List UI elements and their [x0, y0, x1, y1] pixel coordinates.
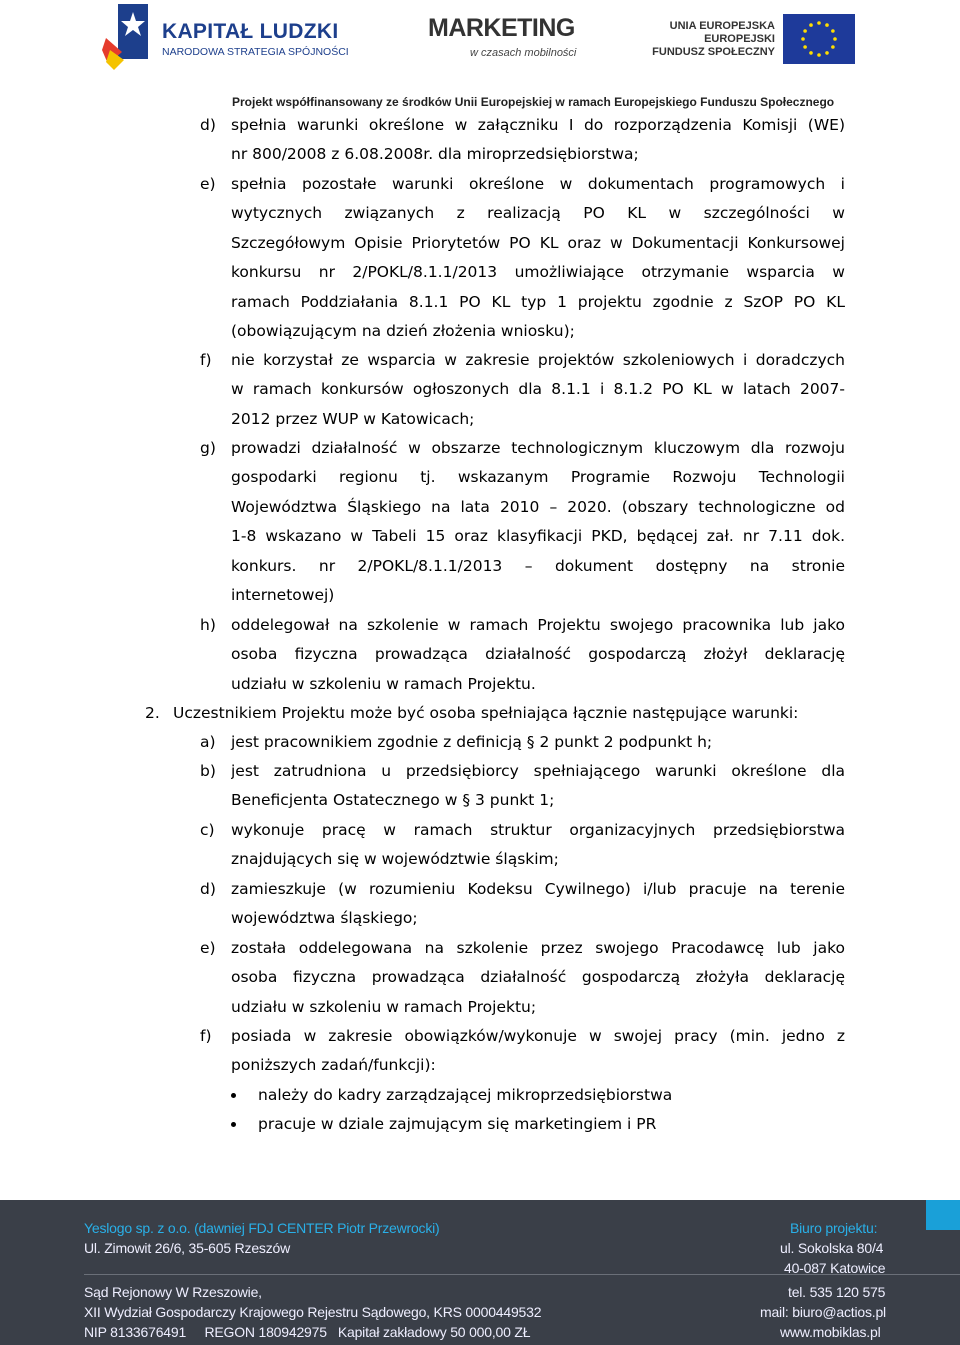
eu-star	[817, 21, 821, 25]
text-line: konkursu nr 2/POKL/8.1.1/2013 umożliwiające otrzymanie wsparcia w	[231, 263, 845, 282]
text-line: 2012 przez WUP w Katowicach;	[231, 409, 475, 428]
footer-office-city: 40-087 Katowice	[784, 1260, 886, 1276]
footer-ids: NIP 8133676491 REGON 180942975 Kapitał zakładowy 50 000,00 ZŁ	[84, 1324, 531, 1340]
text-line: 1-8 wskazano w Tabeli 15 oraz klasyfikacji PKD, będącej zał. nr 7.11 dok.	[231, 527, 845, 546]
text-line: w ramach konkursów ogłoszonych dla 8.1.1 i 8.1.2 PO KL w latach 2007-	[231, 380, 845, 399]
text-line: Beneficjenta Ostatecznego w § 3 punkt 1;	[231, 791, 555, 810]
marketing-subtitle: w czasach mobilności	[470, 47, 577, 59]
item-marker: 2.	[145, 704, 160, 722]
eu-star	[817, 53, 821, 57]
item-marker: e)	[200, 175, 216, 193]
text-line: wytycznych związanych z realizacją PO KL w szczególności w	[231, 204, 845, 223]
eu-star	[801, 37, 805, 41]
text-line: spełnia warunki określone w załączniku I do rozporządzenia Komisji (WE)	[231, 116, 845, 134]
footer-company: Yeslogo sp. z o.o. (dawniej FDJ CENTER Piotr Przewrocki)	[84, 1220, 440, 1236]
text-line: spełnia pozostałe warunki określone w dokumentach programowych i	[231, 175, 845, 193]
text-line: prowadzi działalność w obszarze technologicznym kluczowym dla rozwoju	[231, 439, 845, 457]
bullet-item: należy do kadry zarządzającej mikroprzedsiębiorstwa	[258, 1086, 673, 1104]
eu-line-1: UNIA EUROPEJSKA	[669, 20, 775, 32]
text-line: ramach Poddziałania 8.1.1 PO KL typ 1 projektu zgodnie z SzOP PO KL	[231, 292, 845, 311]
bullet-icon	[231, 1122, 236, 1127]
text-line: posiada w zakresie obowiązków/wykonuje w swojej pracy (min. jedno z	[231, 1027, 845, 1045]
text-line: konkurs. nr 2/POKL/8.1.1/2013 – dokument dostępny na stronie	[231, 556, 845, 575]
kapital-ludzki-star-icon	[100, 2, 160, 72]
item-marker: g)	[200, 439, 216, 457]
footer-office-mail[interactable]: mail: biuro@actios.pl	[760, 1304, 886, 1320]
text-line: gospodarki regionu tj. wskazanym Programie Rozwoju Technologii	[231, 468, 845, 487]
eu-star	[825, 51, 829, 55]
text-line: internetowej)	[231, 586, 335, 605]
footer-court-1: Sąd Rejonowy W Rzeszowie,	[84, 1284, 262, 1300]
text-line: poniższych zadań/funkcji):	[231, 1056, 436, 1075]
item-marker: e)	[200, 939, 216, 957]
eu-logo	[652, 14, 855, 74]
eu-star	[831, 45, 835, 49]
footer-office-title: Biuro projektu:	[790, 1220, 878, 1236]
bullet-item: pracuje w dziale zajmującym się marketingiem i PR	[258, 1115, 657, 1134]
footer-court-2: XII Wydział Gospodarczy Krajowego Rejestru Sądowego, KRS 0000449532	[84, 1304, 542, 1320]
marketing-title: MARKETING	[428, 14, 575, 42]
text-line: zamieszkuje (w rozumieniu Kodeksu Cywilnego) i/lub pracuje na terenie	[231, 880, 845, 898]
text-line: osoba fizyczna prowadząca działalność gospodarczą złożył deklarację	[231, 645, 845, 664]
eu-star	[803, 45, 807, 49]
eu-star	[809, 23, 813, 27]
text-line: nr 800/2008 z 6.08.2008r. dla miroprzedsiębiorstwa;	[231, 145, 639, 164]
text-line: osoba fizyczna prowadząca działalność gospodarczą złożyła deklarację	[231, 968, 845, 987]
item-marker: b)	[200, 762, 216, 780]
kapital-ludzki-title: KAPITAŁ LUDZKI	[162, 20, 339, 43]
text-line: Uczestnikiem Projektu może być osoba spełniająca łącznie następujące warunki:	[173, 704, 799, 722]
item-marker: f)	[200, 1027, 212, 1045]
eu-star	[803, 29, 807, 33]
text-line: województwa śląskiego;	[231, 909, 418, 928]
footer-office-phone: tel. 535 120 575	[788, 1284, 886, 1300]
page-footer	[0, 1200, 960, 1345]
eu-star	[831, 29, 835, 33]
item-marker: c)	[200, 821, 215, 839]
item-marker: h)	[200, 616, 216, 634]
text-line: (obowiązującym na dzień złożenia wniosku);	[231, 322, 575, 341]
eu-star	[809, 51, 813, 55]
text-line: Szczegółowym Opisie Priorytetów PO KL oraz w Dokumentacji Konkursowej	[231, 233, 845, 252]
kapital-ludzki-logo	[100, 2, 349, 74]
eu-star	[825, 23, 829, 27]
bullet-icon	[231, 1093, 236, 1098]
footer-address: Ul. Zimowit 26/6, 35-605 Rzeszów	[84, 1240, 291, 1256]
footer-office-www[interactable]: www.mobiklas.pl	[780, 1324, 881, 1340]
item-marker: d)	[200, 116, 216, 134]
text-line: udziału w szkoleniu w ramach Projektu;	[231, 997, 537, 1016]
cofinance-note: Projekt współfinansowany ze środków Unii Europejskiej w ramach Europejskiego Funduszu Społecznego	[232, 95, 835, 109]
item-marker: f)	[200, 351, 212, 369]
text-line: znajdujących się w województwie śląskim;	[231, 850, 559, 869]
text-line: nie korzystał ze wsparcia w zakresie projektów szkoleniowych i doradczych	[231, 351, 845, 369]
eu-star	[833, 37, 837, 41]
eu-line-3: FUNDUSZ SPOŁECZNY	[652, 46, 775, 58]
text-line: wykonuje pracę w ramach struktur organizacyjnych przedsiębiorstwa	[231, 821, 845, 839]
marketing-logo	[428, 14, 577, 74]
item-marker: d)	[200, 880, 216, 898]
page-header	[0, 0, 960, 110]
text-line: jest pracownikiem zgodnie z definicją § 2 punkt 2 podpunkt h;	[231, 733, 713, 751]
kapital-ludzki-subtitle: NARODOWA STRATEGIA SPÓJNOŚCI	[162, 46, 349, 58]
text-line: jest zatrudniona u przedsiębiorcy spełniającego warunki określone dla	[231, 762, 845, 780]
eu-line-2: EUROPEJSKI	[704, 33, 775, 45]
eu-flag-icon	[783, 14, 855, 64]
text-line: oddelegował na szkolenie w ramach Projektu swojego pracownika lub jako	[231, 616, 845, 634]
footer-accent	[926, 1200, 960, 1230]
footer-office-street: ul. Sokolska 80/4	[780, 1240, 884, 1256]
text-line: Województwa Śląskiego na lata 2010 – 2020. (obszary technologiczne od	[231, 497, 845, 516]
text-line: udziału w szkoleniu w ramach Projektu.	[231, 674, 536, 693]
text-line: została oddelegowana na szkolenie przez swojego Pracodawcę lub jako	[231, 939, 845, 957]
item-marker: a)	[200, 733, 216, 751]
